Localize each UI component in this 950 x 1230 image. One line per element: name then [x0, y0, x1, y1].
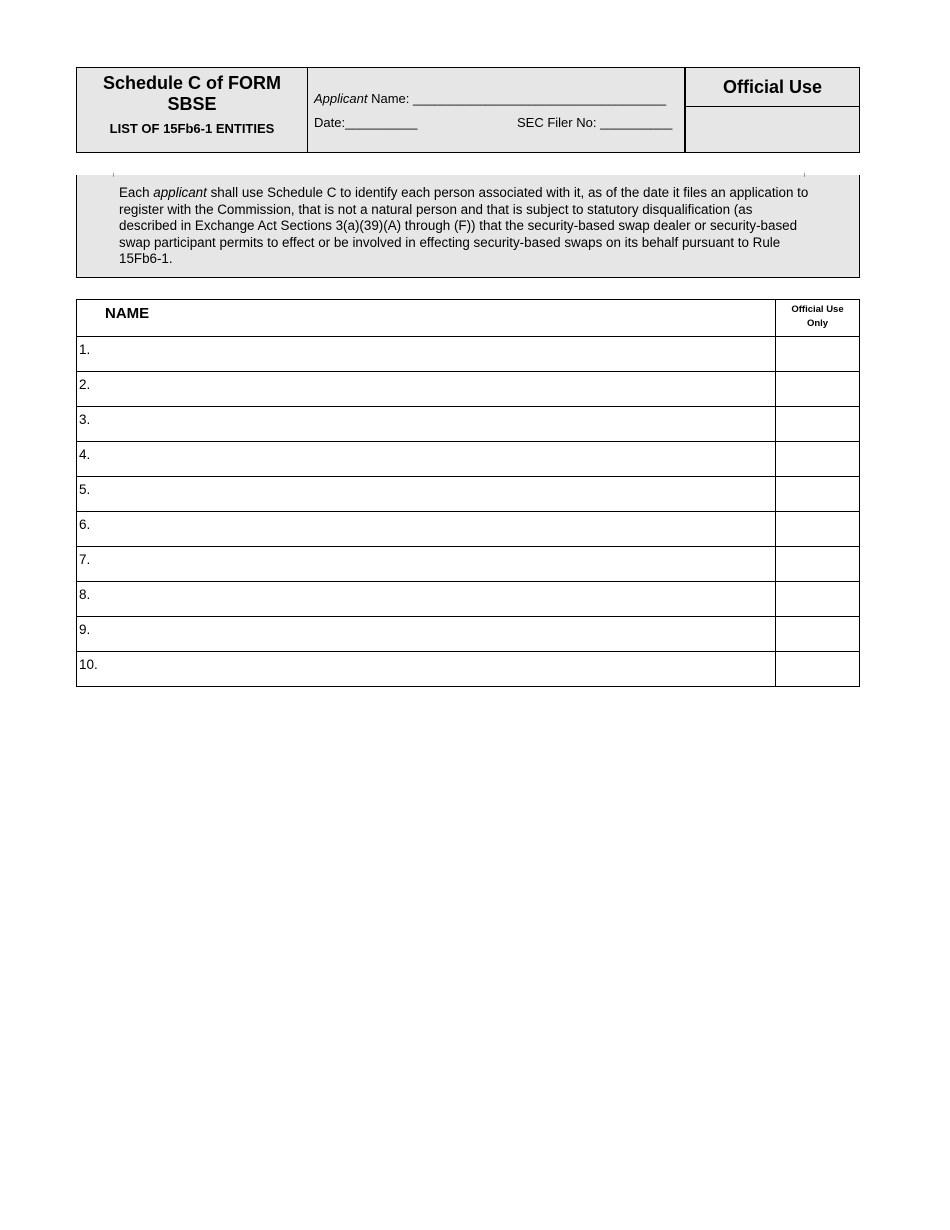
official-use-block — [684, 68, 859, 152]
table-row — [77, 337, 860, 372]
official-use-cell — [776, 512, 860, 547]
entities-table — [76, 299, 860, 687]
instructions-part2: shall use Schedule C to identify each person associated with it, as of the date it files an application to register with the Commission, that is not a natural person and that is subject to statutory disqualification (as described in Exchange Act Sections 3(a)(39)(A) through (F)) that the security-based swap dealer or security-based swap participant permits to effect or be involved in effecting security-based swaps on its behalf pursuant to Rule 15Fb6-1. — [119, 185, 809, 266]
table-row — [77, 477, 860, 512]
table-row — [77, 652, 860, 687]
form-title-line2: SBSE — [167, 94, 217, 114]
official-use-cell — [776, 617, 860, 652]
row-number: 8. — [79, 587, 91, 602]
applicant-info-block — [308, 68, 684, 152]
table-row — [77, 442, 860, 477]
official-use-cell — [776, 582, 860, 617]
official-use-cell — [776, 547, 860, 582]
name-cell[interactable] — [77, 337, 776, 372]
name-cell[interactable] — [77, 372, 776, 407]
table-row — [77, 512, 860, 547]
row-number: 9. — [79, 622, 91, 637]
official-use-column-header — [776, 300, 860, 337]
instructions-italic: applicant — [153, 185, 207, 200]
applicant-name-field[interactable] — [314, 91, 666, 106]
form-subtitle: LIST OF 15Fb6-1 ENTITIES — [109, 121, 275, 136]
sec-filer-field[interactable]: SEC Filer No: __________ — [517, 115, 673, 130]
row-number: 4. — [79, 447, 91, 462]
official-use-title: Official Use — [686, 68, 859, 107]
name-cell[interactable] — [77, 582, 776, 617]
instructions-part1: Each — [119, 185, 154, 200]
instructions-tick-right — [804, 173, 805, 177]
row-number: 3. — [79, 412, 91, 427]
name-column-header — [77, 300, 776, 337]
form-header — [76, 67, 860, 153]
form-title-line1: Schedule C of FORM — [102, 73, 281, 93]
table-row — [77, 407, 860, 442]
name-cell[interactable] — [77, 617, 776, 652]
instructions-text — [119, 185, 809, 268]
official-use-cell — [776, 652, 860, 687]
official-use-cell — [776, 372, 860, 407]
name-cell[interactable] — [77, 652, 776, 687]
name-header-label: NAME — [105, 305, 150, 322]
name-cell[interactable] — [77, 512, 776, 547]
row-number: 2. — [79, 377, 91, 392]
official-use-header-line2: Only — [806, 318, 829, 329]
name-cell[interactable] — [77, 547, 776, 582]
row-number: 5. — [79, 482, 91, 497]
instructions-tick-left — [113, 173, 114, 177]
name-cell[interactable] — [77, 442, 776, 477]
applicant-label-italic: Applicant — [314, 91, 368, 106]
name-cell[interactable] — [77, 477, 776, 512]
form-title — [77, 73, 307, 115]
row-number: 10. — [79, 657, 98, 672]
row-number: 1. — [79, 342, 91, 357]
official-use-cell — [776, 477, 860, 512]
table-row — [77, 372, 860, 407]
applicant-label-rest: Name: ___________________________________ — [367, 91, 667, 106]
instructions-box — [76, 175, 860, 278]
official-use-cell — [776, 442, 860, 477]
official-use-header-line1: Official Use — [791, 304, 844, 315]
table-row — [77, 582, 860, 617]
form-title-block — [77, 68, 308, 152]
table-row — [77, 617, 860, 652]
row-number: 6. — [79, 517, 91, 532]
name-cell[interactable] — [77, 407, 776, 442]
row-number: 7. — [79, 552, 91, 567]
table-row — [77, 547, 860, 582]
date-field[interactable]: Date:__________ — [314, 115, 418, 130]
official-use-cell — [776, 337, 860, 372]
official-use-cell — [776, 407, 860, 442]
table-header-row — [77, 300, 860, 337]
